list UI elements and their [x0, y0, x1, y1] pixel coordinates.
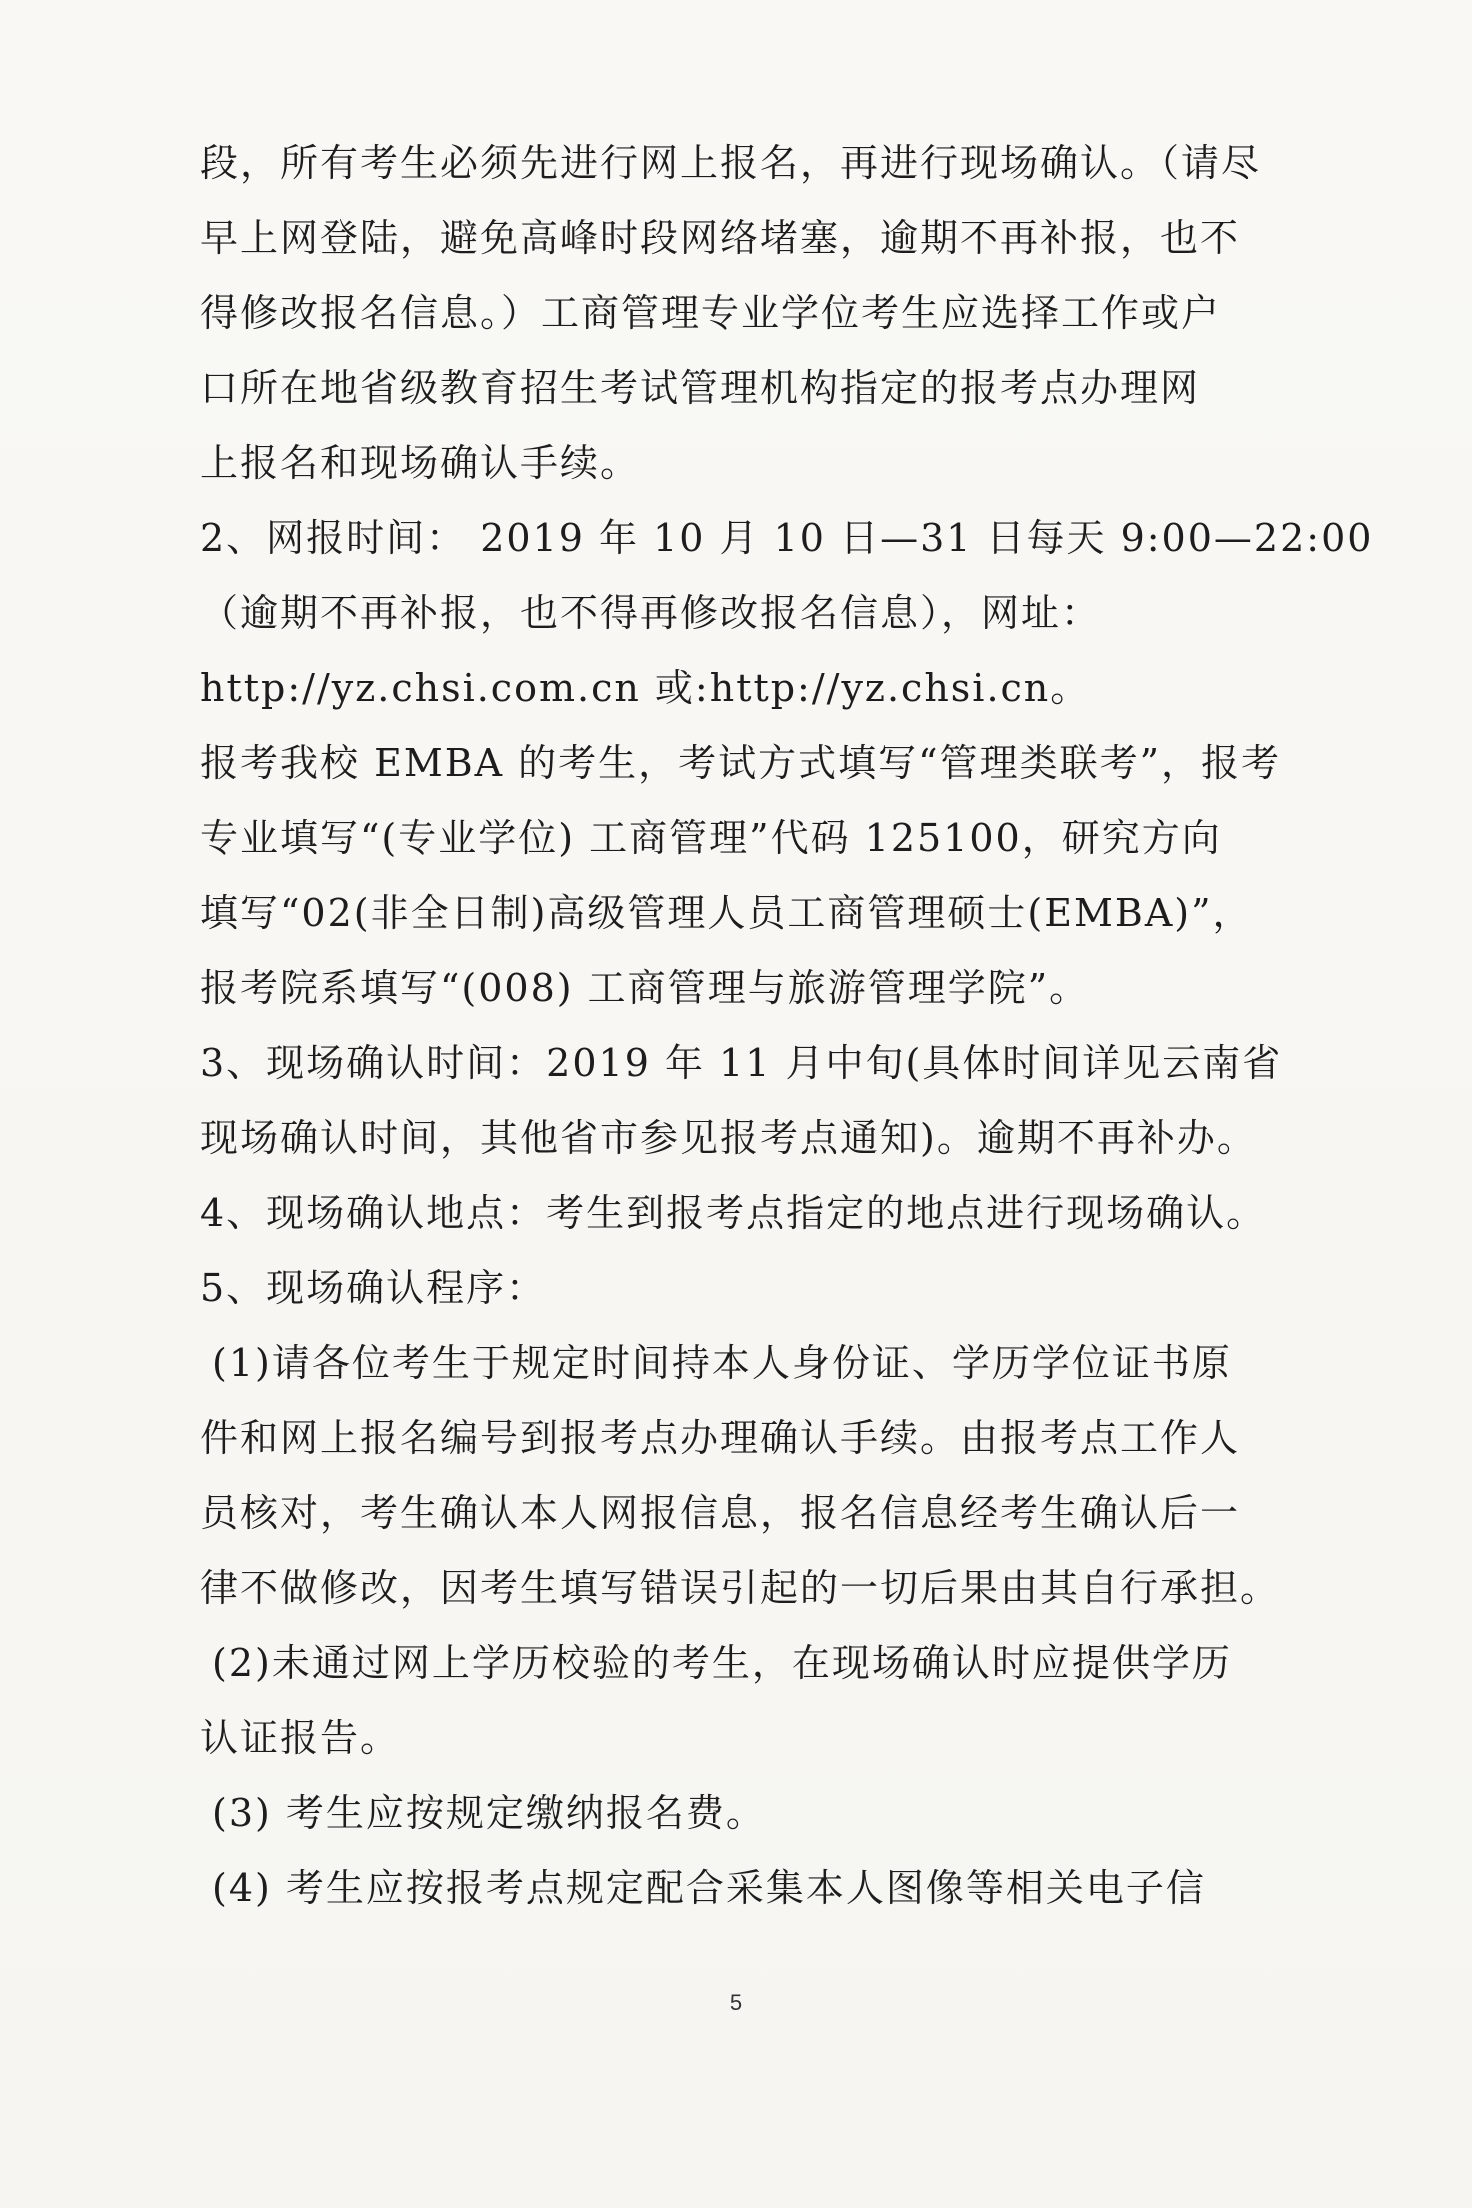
text-line: （逾期不再补报，也不得再修改报名信息），网址：	[200, 591, 1102, 635]
text-line: 上报名和现场确认手续。	[200, 441, 641, 485]
text-line: 口所在地省级教育招生考试管理机构指定的报考点办理网	[200, 366, 1201, 410]
text-line: 件和网上报名编号到报考点办理确认手续。由报考点工作人	[200, 1416, 1241, 1460]
text-line: (4) 考生应按报考点规定配合采集本人图像等相关电子信	[212, 1866, 1206, 1910]
text-line: 员核对，考生确认本人网报信息，报名信息经考生确认后一	[200, 1491, 1241, 1535]
text-line: 专业填写“(专业学位) 工商管理”代码 125100，研究方向	[200, 816, 1222, 860]
text-line: 得修改报名信息。）工商管理专业学位考生应选择工作或户	[200, 291, 1222, 335]
text-line: 5、现场确认程序：	[200, 1266, 547, 1310]
text-line: 填写“02(非全日制)高级管理人员工商管理硕士(EMBA)”，	[200, 891, 1253, 935]
text-line: 段，所有考生必须先进行网上报名，再进行现场确认。（请尽	[200, 141, 1262, 185]
text-line: 律不做修改，因考生填写错误引起的一切后果由其自行承担。	[200, 1566, 1281, 1610]
text-line: (1)请各位考生于规定时间持本人身份证、学历学位证书原	[212, 1341, 1232, 1385]
text-line: http://yz.chsi.com.cn 或:http://yz.chsi.cn。	[200, 666, 1091, 710]
text-line: 认证报告。	[200, 1716, 401, 1760]
text-line: 3、现场确认时间：2019 年 11 月中旬(具体时间详见云南省	[200, 1041, 1283, 1085]
text-line: 2、网报时间： 2019 年 10 月 10 日—31 日每天 9:00—22:00	[200, 516, 1374, 560]
text-line: 报考我校 EMBA 的考生，考试方式填写“管理类联考”，报考	[200, 741, 1282, 785]
text-line: (3) 考生应按规定缴纳报名费。	[212, 1791, 766, 1835]
text-line: 报考院系填写“(008) 工商管理与旅游管理学院”。	[200, 966, 1090, 1010]
text-line: (2)未通过网上学历校验的考生，在现场确认时应提供学历	[212, 1641, 1232, 1685]
text-line: 4、现场确认地点：考生到报考点指定的地点进行现场确认。	[200, 1191, 1267, 1235]
text-line: 早上网登陆，避免高峰时段网络堵塞，逾期不再补报，也不	[200, 216, 1241, 260]
page-number: 5	[729, 1990, 743, 2015]
text-line: 现场确认时间，其他省市参见报考点通知)。逾期不再补办。	[200, 1116, 1257, 1160]
